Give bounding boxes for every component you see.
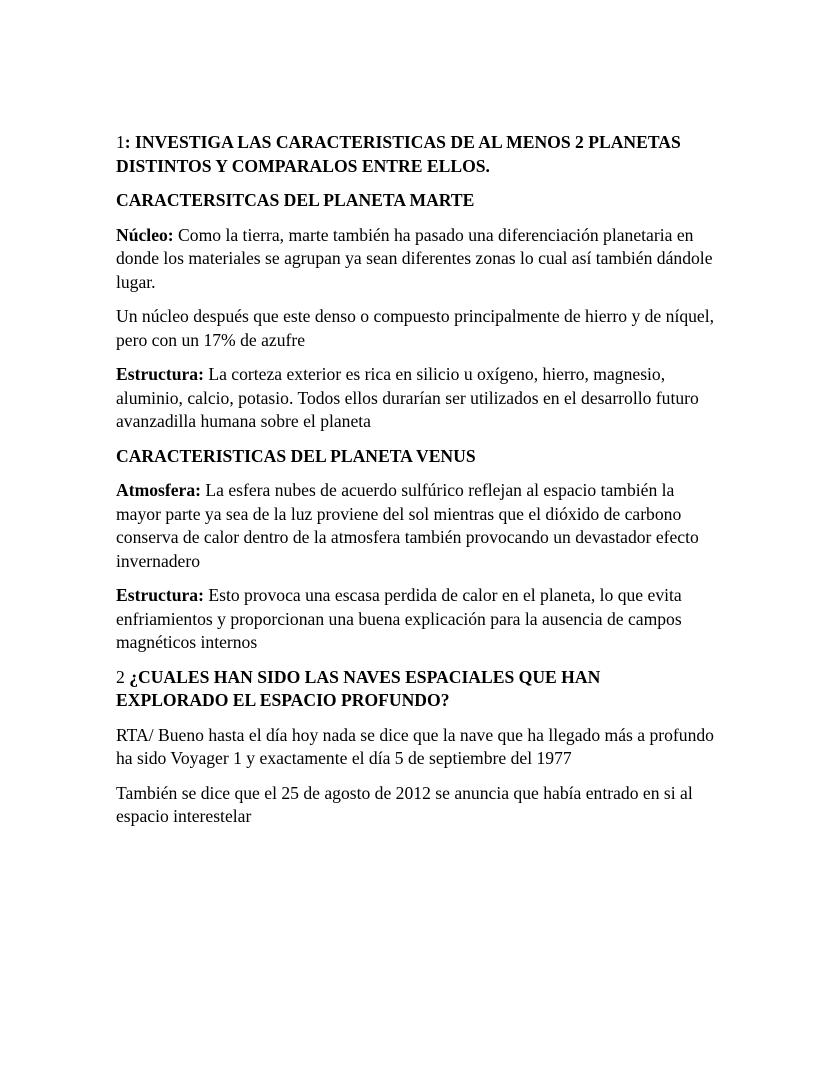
mars-core-label: Núcleo: [116,224,174,245]
question-2-title: ¿CUALES HAN SIDO LAS NAVES ESPACIALES QUE HAN EXPLORADO EL ESPACIO PROFUNDO? [116,666,601,710]
question-1-heading [116,131,716,178]
answer-paragraph-2: También se dice que el 25 de agosto de 2012 se anuncia que había entrado en si al espacio interestelar [116,782,693,826]
mars-core-text: Como la tierra, marte también ha pasado una diferenciación planetaria en donde los materiales se agrupan ya sean diferentes zonas lo cual así también dándole lugar. [116,224,713,292]
venus-structure-text: Esto provoca una escasa perdida de calor en el planeta, lo que evita enfriamientos y proporcionan una buena explicación para la ausencia de campos magnéticos internos [116,585,682,652]
question-1-number: 1 [116,132,125,152]
mars-structure-text: La corteza exterior es rica en silicio u oxígeno, hierro, magnesio, aluminio, calcio, potasio. Todos ellos durarían ser utilizados en el desarrollo futuro avanzadilla humana sobre el planeta [116,364,699,431]
question-2-heading [116,666,716,713]
mars-structure-label: Estructura: [116,364,204,384]
document-page [116,131,716,840]
mars-heading: CARACTERSITCAS DEL PLANETA MARTE [116,190,475,210]
mars-core-paragraph [116,224,716,295]
venus-structure-paragraph [116,584,716,655]
answer-paragraph-1: RTA/ Bueno hasta el día hoy nada se dice que la nave que ha llegado más a profundo ha sido Voyager 1 y exactamente el día 5 de septiembre del 1977 [116,724,714,768]
mars-core-paragraph-2: Un núcleo después que este denso o compuesto principalmente de hierro y de níquel, pero con un 17% de azufre [116,306,715,350]
venus-atmosphere-paragraph [116,479,716,573]
mars-structure-paragraph [116,363,716,434]
venus-atmosphere-label: Atmosfera: [116,480,201,500]
venus-structure-label: Estructura: [116,585,204,605]
venus-heading: CARACTERISTICAS DEL PLANETA VENUS [116,445,476,466]
question-1-title: : INVESTIGA LAS CARACTERISTICAS DE AL MENOS 2 PLANETAS DISTINTOS Y COMPARALOS ENTRE ELLOS. [116,132,681,176]
venus-atmosphere-text: La esfera nubes de acuerdo sulfúrico reflejan al espacio también la mayor parte ya sea de la luz proviene del sol mientras que el dióxido de carbono conserva de calor dentro de la atmosfera también provocando un devastador efecto invernadero [116,480,699,571]
question-2-number: 2 [116,666,130,687]
